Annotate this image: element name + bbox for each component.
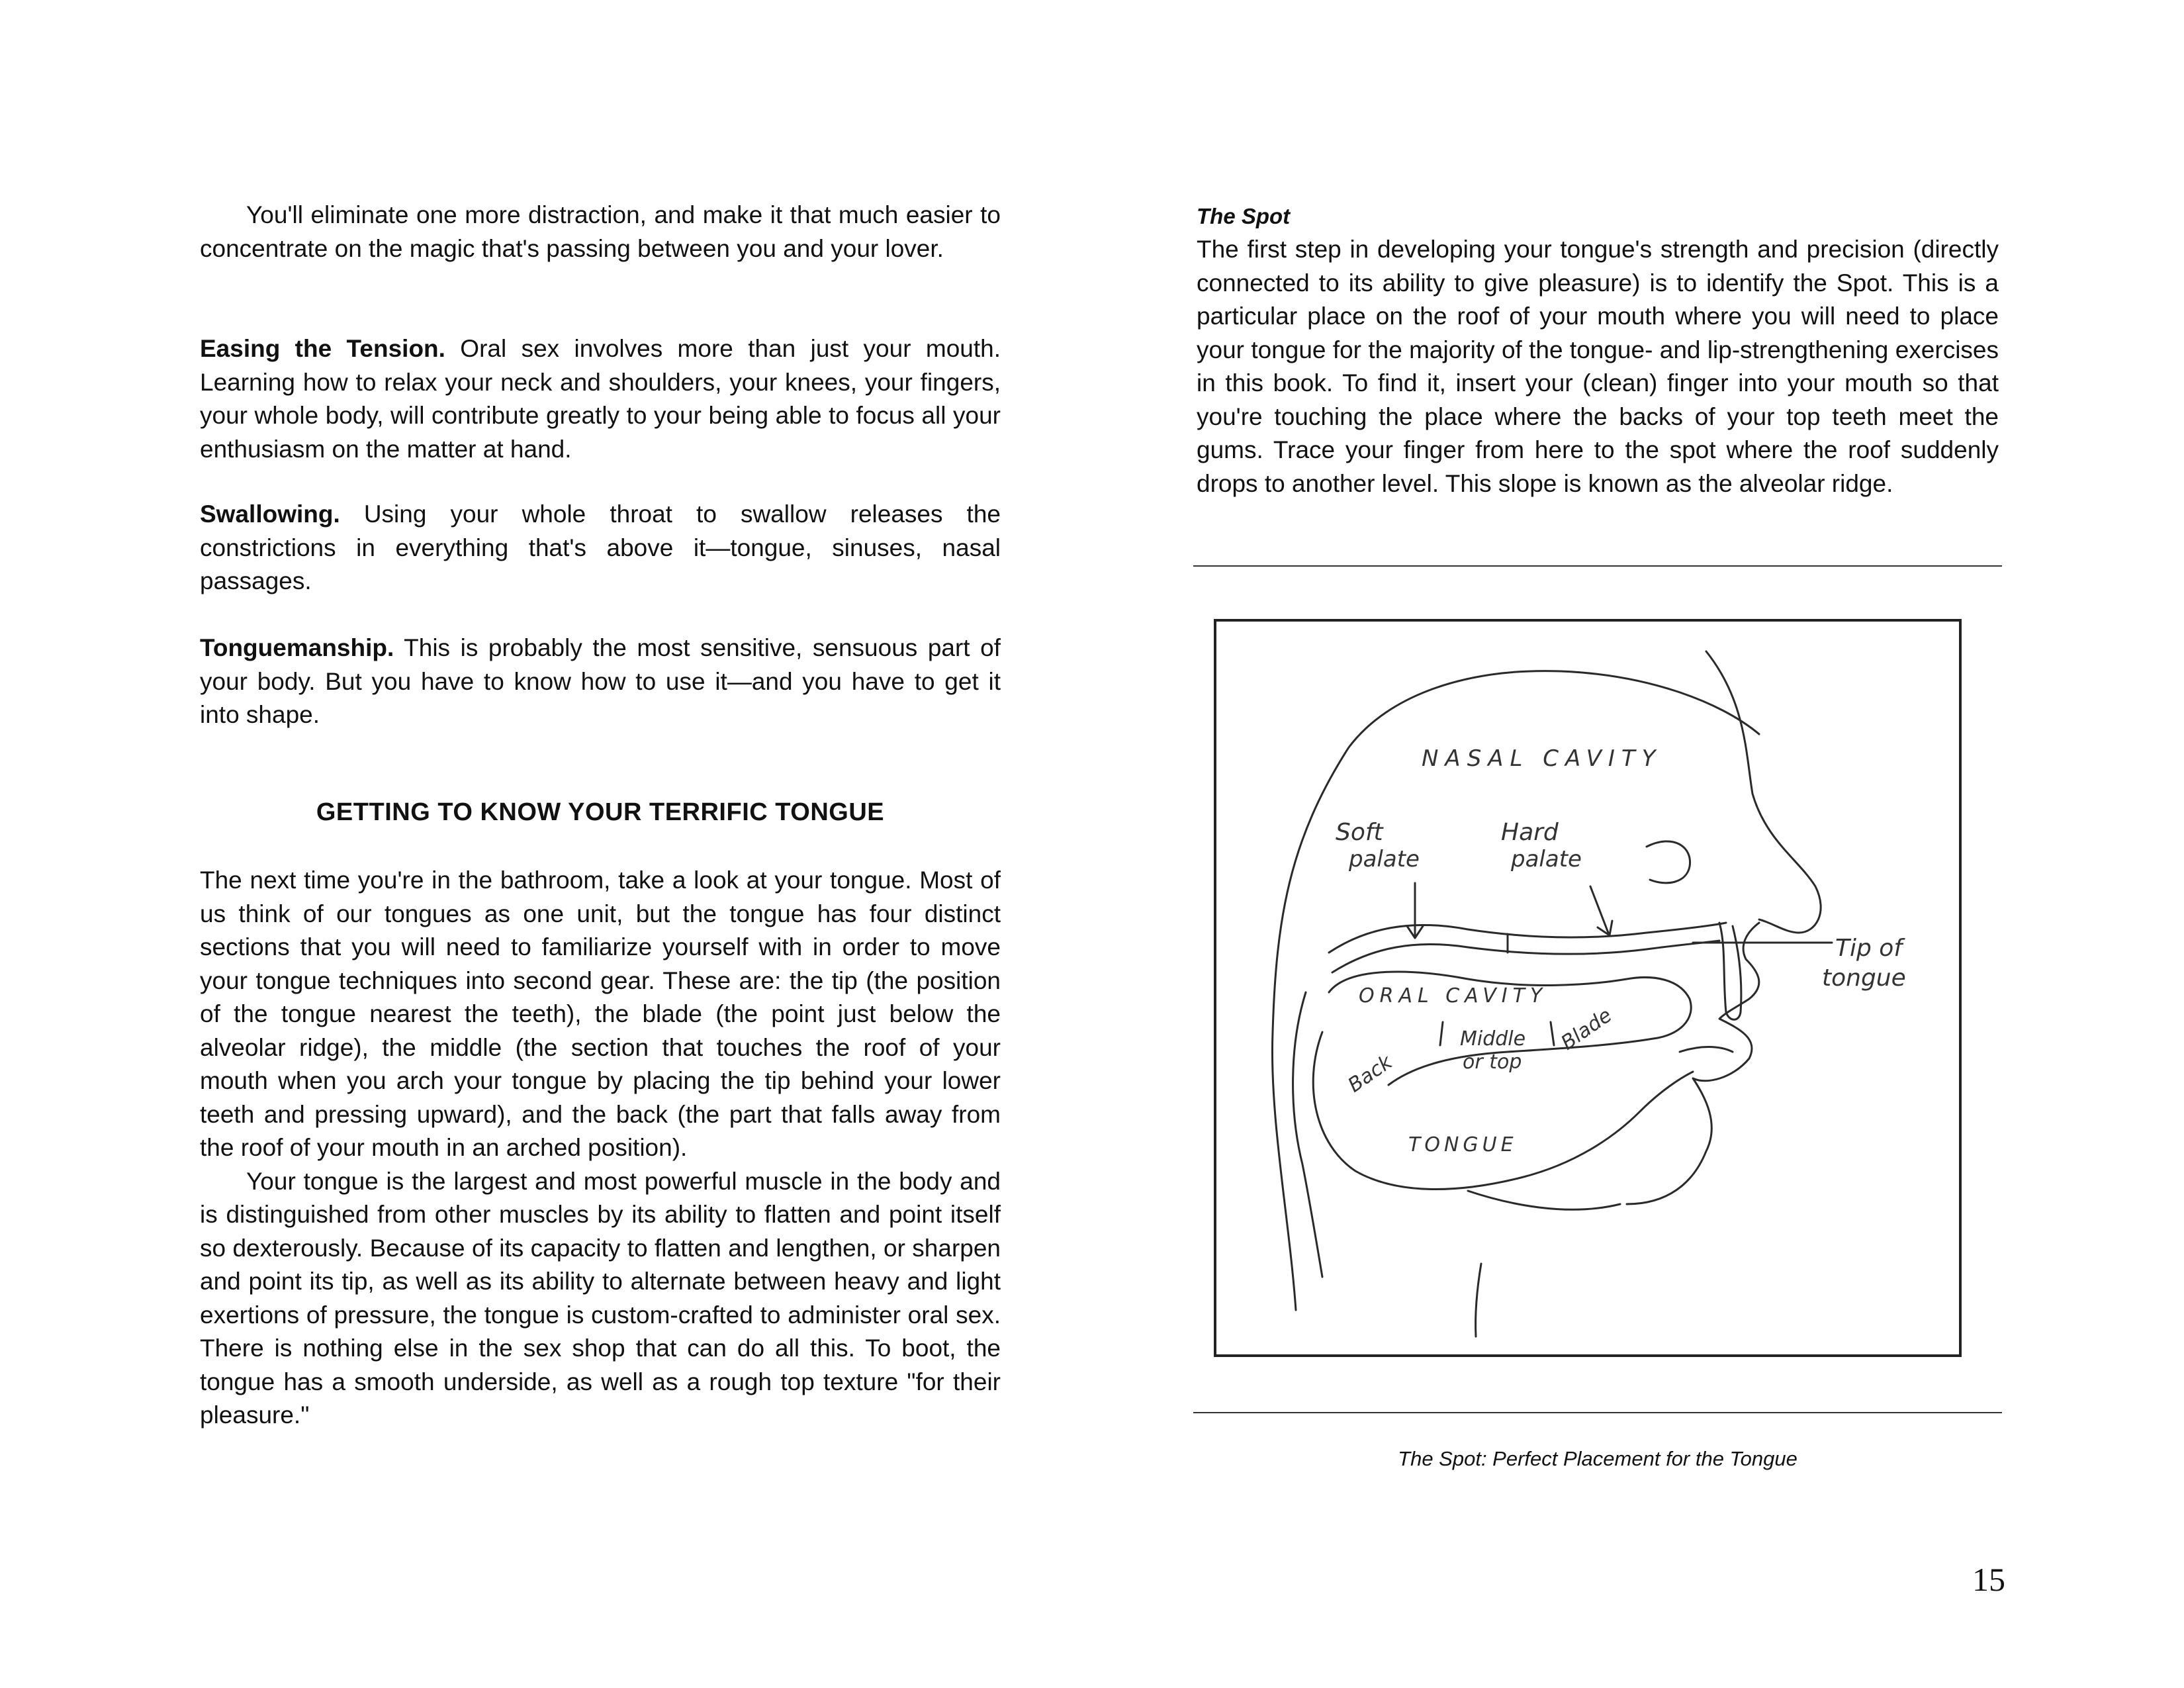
- section-text: Oral sex involves more than just your mouth. Learning how to relax your neck and shoulders, your knees, your fingers, your whole body, will contribute greatly to your being able to focus all your enthusiasm on the matter at hand.: [200, 335, 1001, 463]
- intro-text: You'll eliminate one more distraction, and make it that much easier to concentrate on the magic that's passing between you and your lover.: [200, 201, 1001, 262]
- label-hard-palate: palate: [1511, 846, 1582, 872]
- pharynx: [1293, 992, 1322, 1277]
- tongue-body: [200, 864, 1001, 1432]
- section-lead: Tonguemanship.: [200, 634, 394, 661]
- label-soft: Soft: [1336, 819, 1383, 846]
- section-swallowing: [200, 498, 1001, 598]
- body-paragraph-2: Your tongue is the largest and most powerful muscle in the body and is distinguished from other muscles by its ability to flatten and point itself so dexterously. Because of its capacity to flatten and lengthen, or sharpen and point its tip, as well as its ability to alternate between heavy and light exertions of pressure, the tongue is custom-crafted to administer oral sex. There is nothing else in the sex shop that can do all this. To boot, the tongue has a smooth underside, as well as a rough top texture "for their pleasure.": [200, 1167, 1001, 1429]
- hard-palate-arrow: [1590, 886, 1612, 935]
- page-number: 15: [1972, 1561, 2005, 1598]
- label-soft-palate: palate: [1349, 846, 1420, 872]
- soft-palate-arrow: [1407, 883, 1423, 938]
- label-nasal-cavity: NASAL CAVITY: [1422, 745, 1662, 772]
- anatomy-drawing: [1216, 622, 1959, 1354]
- label-hard: Hard: [1501, 819, 1559, 846]
- face-profile: [1706, 651, 1821, 933]
- section-heading: GETTING TO KNOW YOUR TERRIFIC TONGUE: [316, 798, 885, 826]
- figure-caption: The Spot: Perfect Placement for the Tongue: [1398, 1447, 1797, 1470]
- section-lead: Easing the Tension.: [200, 335, 445, 362]
- section-tonguemanship: [200, 632, 1001, 732]
- divider-middle-blade: [1551, 1022, 1554, 1045]
- intro-paragraph: [200, 199, 1001, 265]
- label-tongue-small: tongue: [1822, 964, 1906, 992]
- label-tongue-big: TONGUE: [1408, 1133, 1518, 1156]
- lower-teeth: [1680, 1047, 1733, 1053]
- label-tip-of: Tip of: [1835, 935, 1902, 962]
- spot-title: The Spot: [1197, 204, 1291, 228]
- anatomy-figure: [1214, 619, 1962, 1357]
- section-text: This is probably the most sensitive, sensuous part of your body. But you have to know how to use it—and you have to get it into shape.: [200, 634, 1001, 728]
- label-oral-cavity: ORAL CAVITY: [1359, 984, 1548, 1008]
- spot-body: The first step in developing your tongue's strength and precision (directly connected to its ability to give pleasure) is to identify the Spot. This is a particular place on the roof of your mouth where you will need to place your tongue for the majority of the tongue- and lip-strengthening exercises in this book. To find it, insert your (clean) finger into your mouth so that you're touching the place where the backs of your top teeth meet the gums. Trace your finger from here to the spot where the roof suddenly drops to another level. This slope is known as the alveolar ridge.: [1197, 236, 1999, 497]
- section-text: Using your whole throat to swallow releases the constrictions in everything that's above it—tongue, sinuses, nasal passages.: [200, 500, 1001, 594]
- section-paragraph: [200, 632, 1001, 732]
- spot-section: [1197, 200, 1999, 500]
- palate-lower: [1332, 941, 1719, 972]
- throat-line: [1476, 1264, 1481, 1336]
- bottom-divider: [1193, 1412, 2002, 1413]
- nasal-concha: [1647, 841, 1690, 883]
- section-lead: Swallowing.: [200, 500, 340, 528]
- section-easing-tension: [200, 332, 1001, 466]
- neck-front: [1468, 1191, 1620, 1209]
- label-back: Back: [1343, 1051, 1397, 1098]
- top-divider: [1193, 565, 2002, 567]
- label-middle: Middle: [1460, 1027, 1526, 1051]
- divider-back-middle: [1440, 1022, 1443, 1045]
- section-paragraph: [200, 332, 1001, 466]
- figure-labels: [1336, 745, 1906, 1156]
- section-paragraph: [200, 498, 1001, 598]
- label-or-top: or top: [1463, 1051, 1522, 1074]
- body-paragraph-1: The next time you're in the bathroom, take a look at your tongue. Most of us think of our tongues as one unit, but the tongue has four distinct sections that you will need to familiarize yourself with in order to move your tongue techniques into second gear. These are: the tip (the position of the tongue nearest the teeth), the blade (the point just below the alveolar ridge), the middle (the section that touches the roof of your mouth when you arch your tongue by placing the tip behind your lower teeth and pressing upward), and the back (the part that falls away from the roof of your mouth in an arched position).: [200, 867, 1001, 1161]
- label-blade: Blade: [1557, 1004, 1617, 1055]
